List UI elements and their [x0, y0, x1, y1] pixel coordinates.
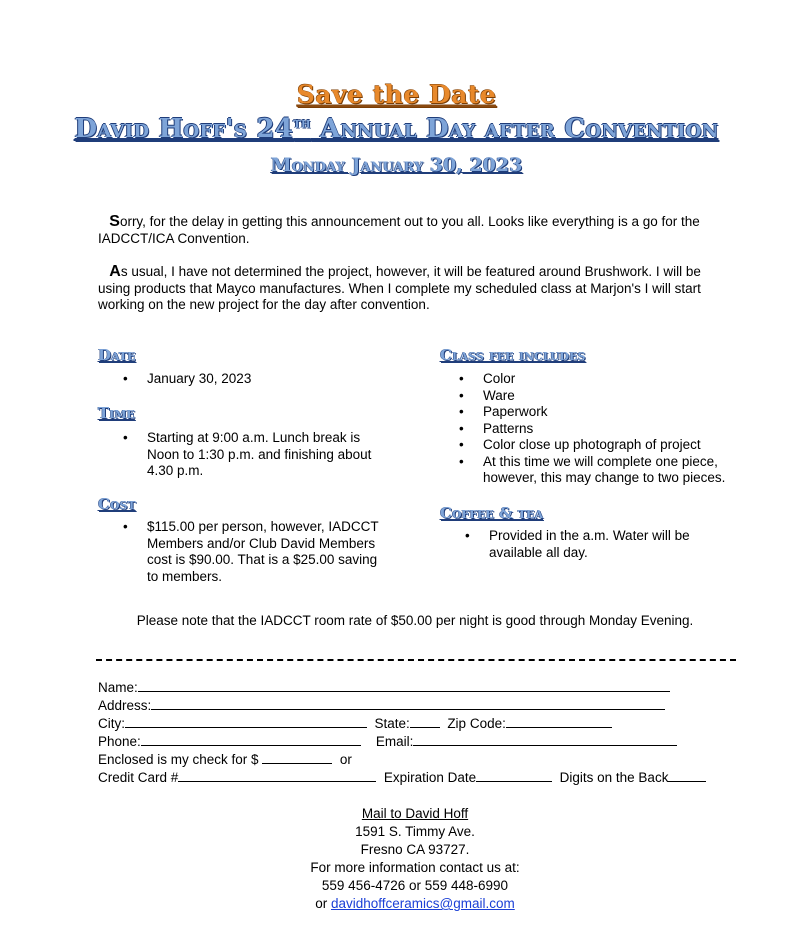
- mail-or: or: [315, 896, 331, 911]
- state-field[interactable]: [410, 715, 440, 728]
- mail-city: Fresno CA 93727.: [360, 842, 470, 857]
- coffee-section-heading: Coffee & tea: [440, 504, 543, 522]
- digits-field[interactable]: [668, 769, 706, 782]
- name-label: Name:: [98, 680, 138, 695]
- check-label: Enclosed is my check for $: [98, 752, 259, 767]
- cost-list: [147, 519, 387, 585]
- city-row: [98, 715, 706, 733]
- card-label: Credit Card #: [98, 770, 179, 785]
- cost-section-heading: Cost: [98, 495, 136, 513]
- phone-label: Phone:: [98, 734, 141, 749]
- intro-paragraph-1: [98, 214, 718, 247]
- expiration-field[interactable]: [476, 769, 552, 782]
- class-fee-list: [483, 371, 733, 487]
- check-or-label: or: [339, 752, 352, 767]
- email-label: Email:: [375, 734, 414, 749]
- address-label: Address:: [98, 698, 152, 713]
- time-list: [147, 430, 382, 480]
- email-field[interactable]: [413, 733, 677, 746]
- email-link[interactable]: davidhoffceramics@gmail.com: [330, 896, 515, 911]
- mailing-block: [0, 805, 793, 913]
- intro-paragraph-2: [98, 264, 718, 314]
- drop-letter: S: [109, 213, 120, 230]
- list-item: • $115.00 per person, however, IADCCT Members and/or Club David Members cost is $90.00. That is a $25.00 saving to members.: [147, 519, 387, 585]
- check-row: [98, 751, 706, 769]
- digits-label: Digits on the Back: [559, 770, 669, 785]
- zip-label: Zip Code:: [447, 716, 506, 731]
- date-list: [147, 371, 387, 388]
- name-row: [98, 679, 706, 697]
- mail-info: For more information contact us at:: [310, 860, 520, 875]
- card-row: [98, 769, 706, 787]
- list-item: • Starting at 9:00 a.m. Lunch break is Noon to 1:30 p.m. and finishing about 4.30 p.m.: [147, 430, 382, 480]
- phone-row: [98, 733, 706, 751]
- title-main: David Hoff's 24: [74, 114, 294, 144]
- list-item: • Ware: [483, 388, 733, 405]
- list-item: • At this time we will complete one piece, however, this may change to two pieces.: [483, 454, 733, 487]
- zip-field[interactable]: [506, 715, 612, 728]
- paragraph-text: s usual, I have not determined the project, however, it will be featured around Brushwork. I will be using products that Mayco manufactures. When I complete my scheduled class at Marjon's I will start working on the new project for the day after convention.: [98, 264, 701, 312]
- drop-letter: A: [109, 263, 121, 280]
- mail-heading: Mail to David Hoff: [361, 806, 469, 821]
- list-item: • Paperwork: [483, 404, 733, 421]
- expiration-label: Expiration Date: [383, 770, 477, 785]
- list-item: • Color close up photograph of project: [483, 437, 733, 454]
- name-field[interactable]: [138, 679, 670, 692]
- card-number-field[interactable]: [178, 769, 376, 782]
- class-fee-section-heading: Class fee includes: [440, 346, 586, 364]
- mail-email-line: [0, 895, 793, 913]
- paragraph-text: orry, for the delay in getting this announcement out to you all. Looks like everything is a go for the IADCCT/ICA Convention.: [98, 214, 700, 246]
- registration-form: [98, 679, 706, 787]
- save-the-date-heading: Save the Date: [296, 80, 497, 109]
- cut-line-divider: [96, 659, 736, 661]
- mail-phones: 559 456-4726 or 559 448-6990: [321, 878, 509, 893]
- phone-field[interactable]: [141, 733, 361, 746]
- event-title: [0, 114, 793, 144]
- date-section-heading: Date: [98, 346, 136, 364]
- mail-street: 1591 S. Timmy Ave.: [355, 824, 475, 839]
- room-rate-note: Please note that the IADCCT room rate of $50.00 per night is good through Monday Evening.: [136, 613, 694, 628]
- event-date-heading: Monday January 30, 2023: [270, 154, 523, 176]
- title-rest: Annual Day after Convention: [310, 114, 719, 144]
- list-item: • Provided in the a.m. Water will be available all day.: [489, 528, 709, 561]
- time-section-heading: Time: [98, 404, 135, 422]
- check-amount-field[interactable]: [262, 751, 332, 764]
- city-field[interactable]: [125, 715, 367, 728]
- coffee-list: [489, 528, 709, 561]
- list-item: • Color: [483, 371, 733, 388]
- title-superscript: th: [293, 115, 311, 132]
- state-label: State:: [374, 716, 410, 731]
- list-item: • January 30, 2023: [147, 371, 387, 388]
- address-field[interactable]: [151, 697, 665, 710]
- list-item: • Patterns: [483, 421, 733, 438]
- city-label: City:: [98, 716, 125, 731]
- address-row: [98, 697, 706, 715]
